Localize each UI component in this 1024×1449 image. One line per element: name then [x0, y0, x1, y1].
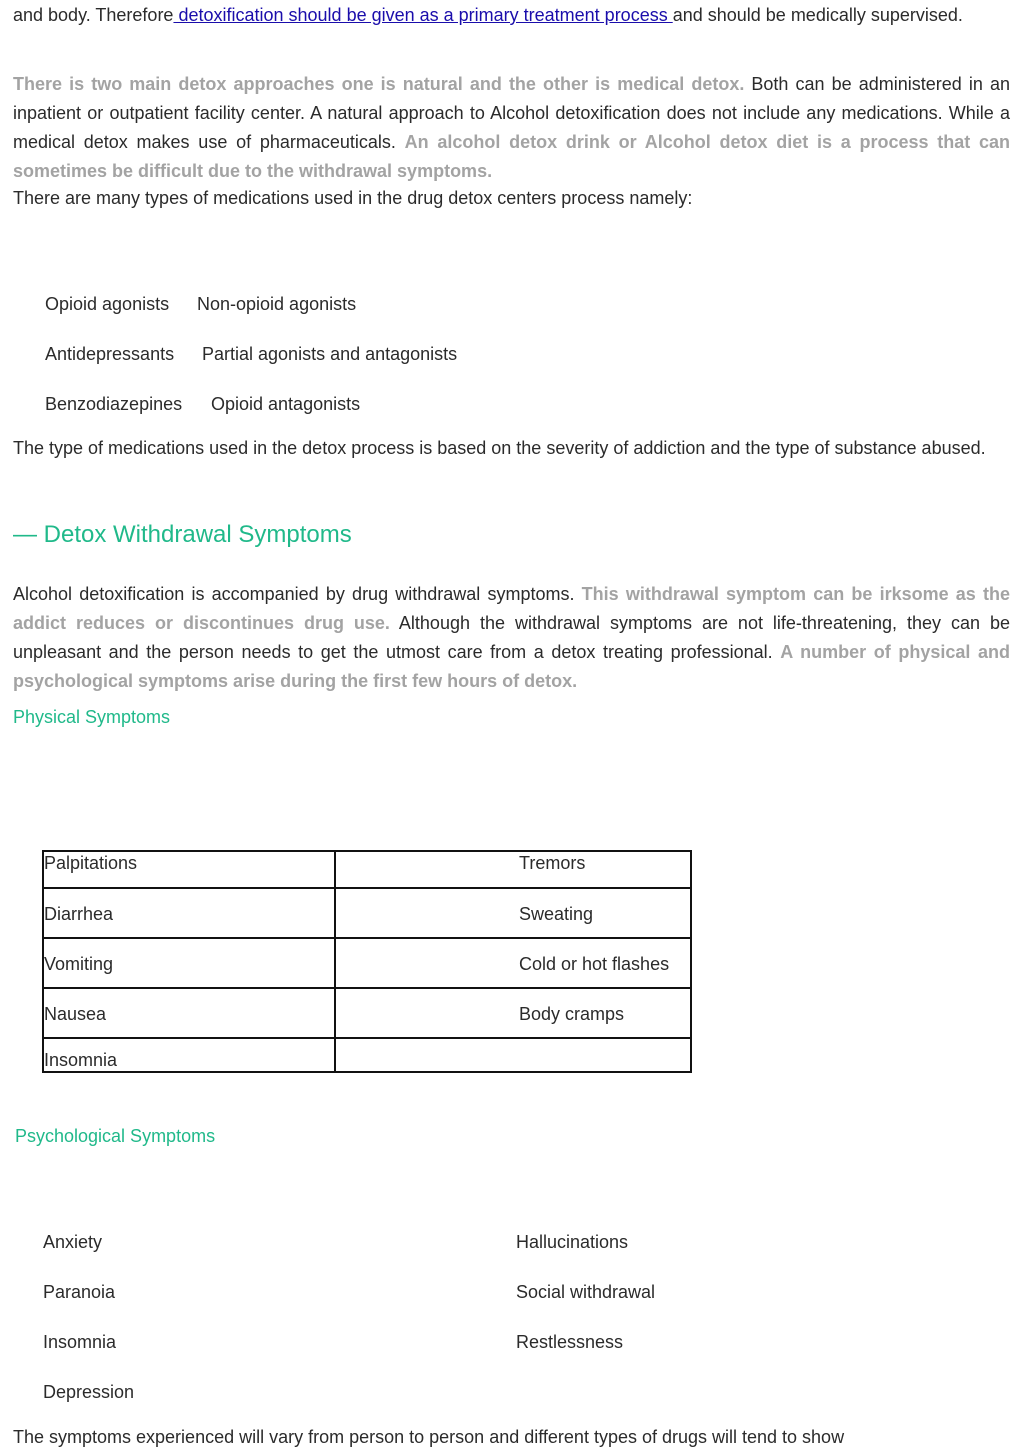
table-row — [43, 988, 691, 1038]
withdrawal-heading: — Detox Withdrawal Symptoms — [13, 521, 352, 548]
withdrawal-paragraph — [13, 580, 1010, 696]
approaches-highlight-2: An alcohol detox drink or Alcohol detox diet is a process that can sometimes be difficult due to the withdrawal symptoms. — [13, 132, 1010, 181]
psychological-item: Restlessness — [516, 1332, 624, 1352]
medication-item: Opioid antagonists — [211, 394, 361, 414]
intro-text-after: and should be medically supervised. — [672, 5, 963, 25]
table-row — [43, 1038, 691, 1072]
table-row — [43, 851, 691, 888]
medication-item: Antidepressants — [45, 344, 175, 364]
table-cell: Vomiting — [43, 938, 335, 988]
table-cell: Nausea — [43, 988, 335, 1038]
physical-symptoms-heading: Physical Symptoms — [13, 707, 171, 727]
table-cell: Tremors — [335, 851, 691, 888]
withdrawal-highlight-1: This withdrawal symptom can be irksome as the addict reduces or discontinues drug use. — [13, 584, 1010, 633]
medications-note: The type of medications used in the detox process is based on the severity of addiction and the type of substance abused. — [13, 438, 986, 458]
table-row — [43, 888, 691, 938]
physical-symptoms-table — [42, 850, 692, 1073]
table-row — [43, 938, 691, 988]
psychological-item: Social withdrawal — [516, 1282, 656, 1302]
table-cell: Palpitations — [43, 851, 335, 888]
table-cell: Cold or hot flashes — [335, 938, 691, 988]
withdrawal-highlight-2: A number of physical and psychological symptoms arise during the first few hours of detox. — [13, 642, 1010, 691]
approaches-paragraph — [13, 70, 1010, 186]
psychological-item: Paranoia — [43, 1282, 116, 1302]
table-cell: Sweating — [335, 888, 691, 938]
psychological-item: Depression — [43, 1382, 135, 1402]
intro-paragraph — [13, 1, 1010, 30]
medication-item: Opioid agonists — [45, 294, 170, 314]
psychological-symptoms-heading: Psychological Symptoms — [15, 1126, 216, 1146]
withdrawal-text-1: Alcohol detoxification is accompanied by drug withdrawal symptoms. — [13, 584, 582, 604]
psychological-item: Insomnia — [43, 1332, 117, 1352]
medication-item: Benzodiazepines — [45, 394, 183, 414]
closing-text: The symptoms experienced will vary from person to person and different types of drugs will tend to show — [13, 1427, 845, 1447]
medication-item: Partial agonists and antagonists — [202, 344, 458, 364]
medication-item: Non-opioid agonists — [197, 294, 357, 314]
approaches-highlight-1: There is two main detox approaches one is natural and the other is medical detox. — [13, 74, 745, 94]
table-cell: Diarrhea — [43, 888, 335, 938]
table-cell — [335, 1038, 691, 1072]
withdrawal-text-2: Although the withdrawal symptoms are not life-threatening, they can be unpleasant and the person needs to get the utmost care from a detox treating professional. — [13, 613, 1010, 662]
intro-text-before: and body. Therefore — [13, 5, 174, 25]
approaches-text: Both can be administered in an inpatient or outpatient facility center. A natural approach to Alcohol detoxification does not include any medications. While a medical detox makes use of pharmaceuticals. — [13, 74, 1010, 152]
medications-intro: There are many types of medications used in the drug detox centers process namely: — [13, 188, 693, 208]
psychological-item: Anxiety — [43, 1232, 103, 1252]
table-cell: Insomnia — [43, 1038, 335, 1072]
detox-treatment-link[interactable]: detoxification should be given as a primary treatment process — [173, 5, 673, 25]
psychological-item: Hallucinations — [516, 1232, 629, 1252]
table-cell: Body cramps — [335, 988, 691, 1038]
